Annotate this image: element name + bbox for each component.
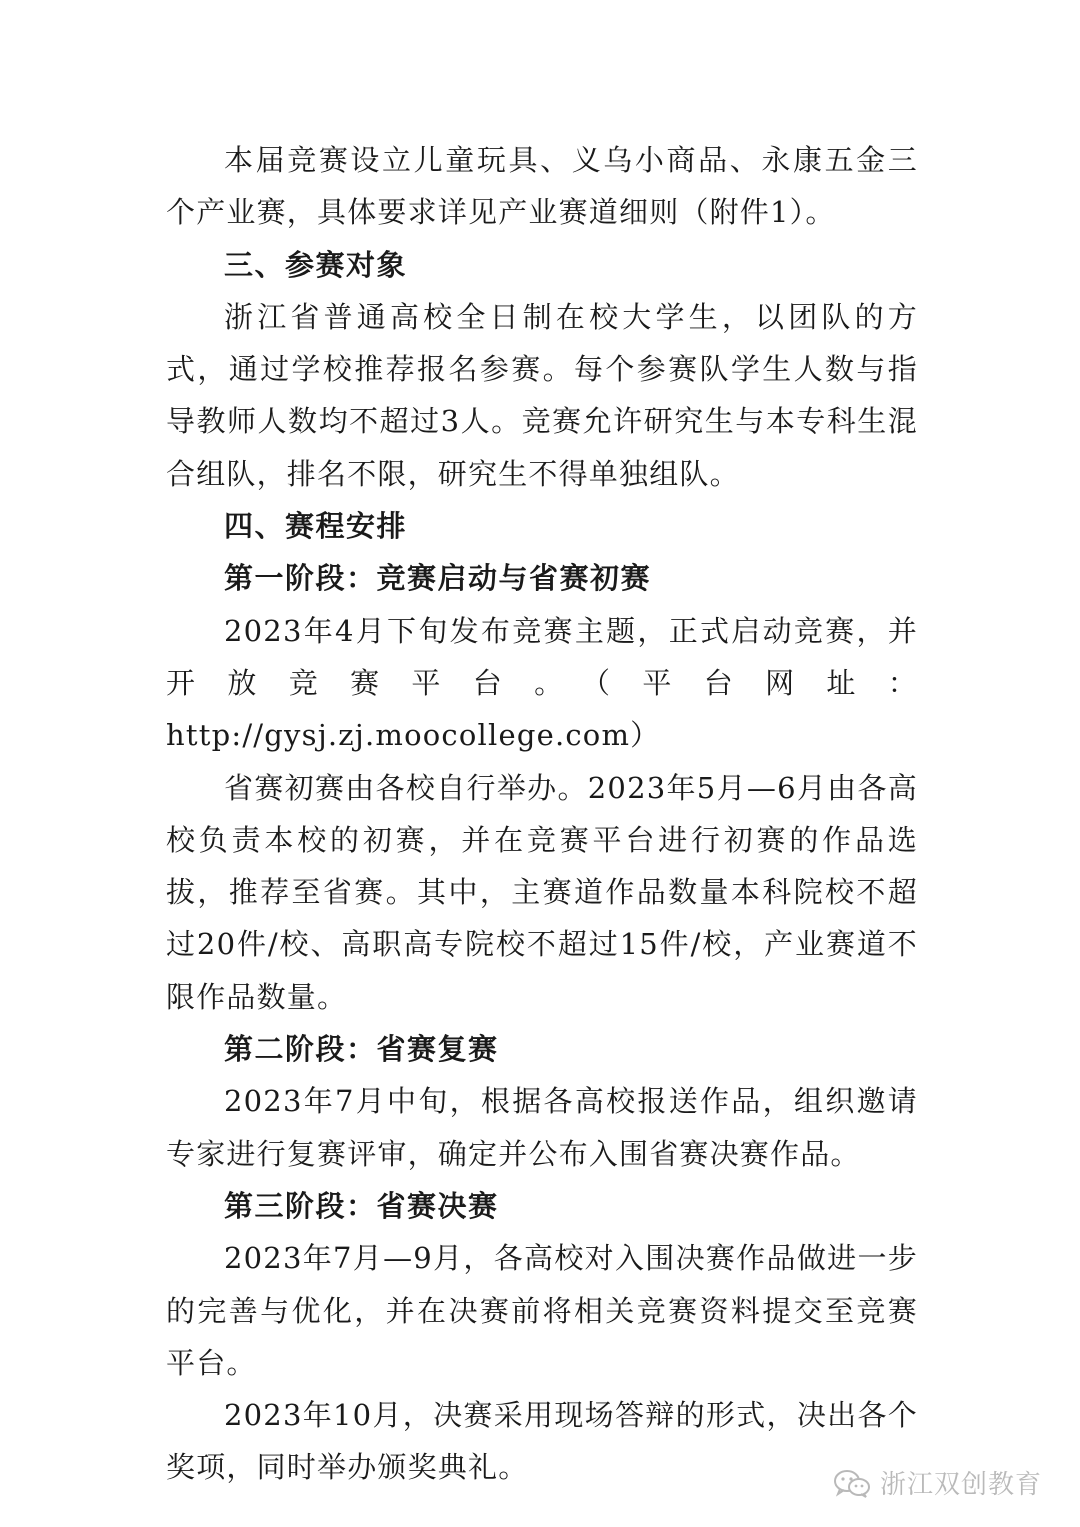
paragraph-participants: 浙江省普通高校全日制在校大学生，以团队的方式，通过学校推荐报名参赛。每个参赛队学生人数与指导教师人数均不超过3人。竞赛允许研究生与本专科生混合组队，排名不限，研究生不得单独组队。 — [166, 299, 918, 491]
stage-heading-1: 第一阶段：竞赛启动与省赛初赛 — [224, 561, 652, 596]
paragraph-industry-tracks: 本届竞赛设立儿童玩具、义乌小商品、永康五金三个产业赛，具体要求详见产业赛道细则（附件1）。 — [166, 143, 918, 230]
watermark — [832, 1464, 1042, 1501]
document-body — [166, 134, 918, 1494]
section-heading-schedule: 四、赛程安排 — [224, 509, 408, 544]
stage-heading-3: 第三阶段：省赛决赛 — [224, 1188, 499, 1223]
paragraph-stage-2: 2023年7月中旬，根据各高校报送作品，组织邀请专家进行复赛评审，确定并公布入围省赛决赛作品。 — [166, 1084, 918, 1171]
watermark-text: 浙江双创教育 — [879, 1470, 1042, 1500]
paragraph-stage-3-final: 2023年10月，决赛采用现场答辩的形式，决出各个奖项，同时举办颁奖典礼。 — [166, 1398, 918, 1485]
paragraph-stage-1-launch: 2023年4月下旬发布竞赛主题，正式启动竞赛，并开放竞赛平台。（平台网址：http://gysj.zj.moocollege.com） — [166, 613, 918, 753]
paragraph-stage-1-prelim: 省赛初赛由各校自行举办。2023年5月—6月由各高校负责本校的初赛，并在竞赛平台进行初赛的作品选拔，推荐至省赛。其中，主赛道作品数量本科院校不超过20件/校、高职高专院校不超过15件/校，产业赛道不限作品数量。 — [166, 770, 918, 1014]
wechat-icon — [832, 1468, 872, 1498]
stage-heading-2: 第二阶段：省赛复赛 — [224, 1032, 499, 1067]
section-heading-participants: 三、参赛对象 — [224, 247, 408, 282]
paragraph-stage-3-prep: 2023年7月—9月，各高校对入围决赛作品做进一步的完善与优化，并在决赛前将相关竞赛资料提交至竞赛平台。 — [166, 1241, 918, 1380]
